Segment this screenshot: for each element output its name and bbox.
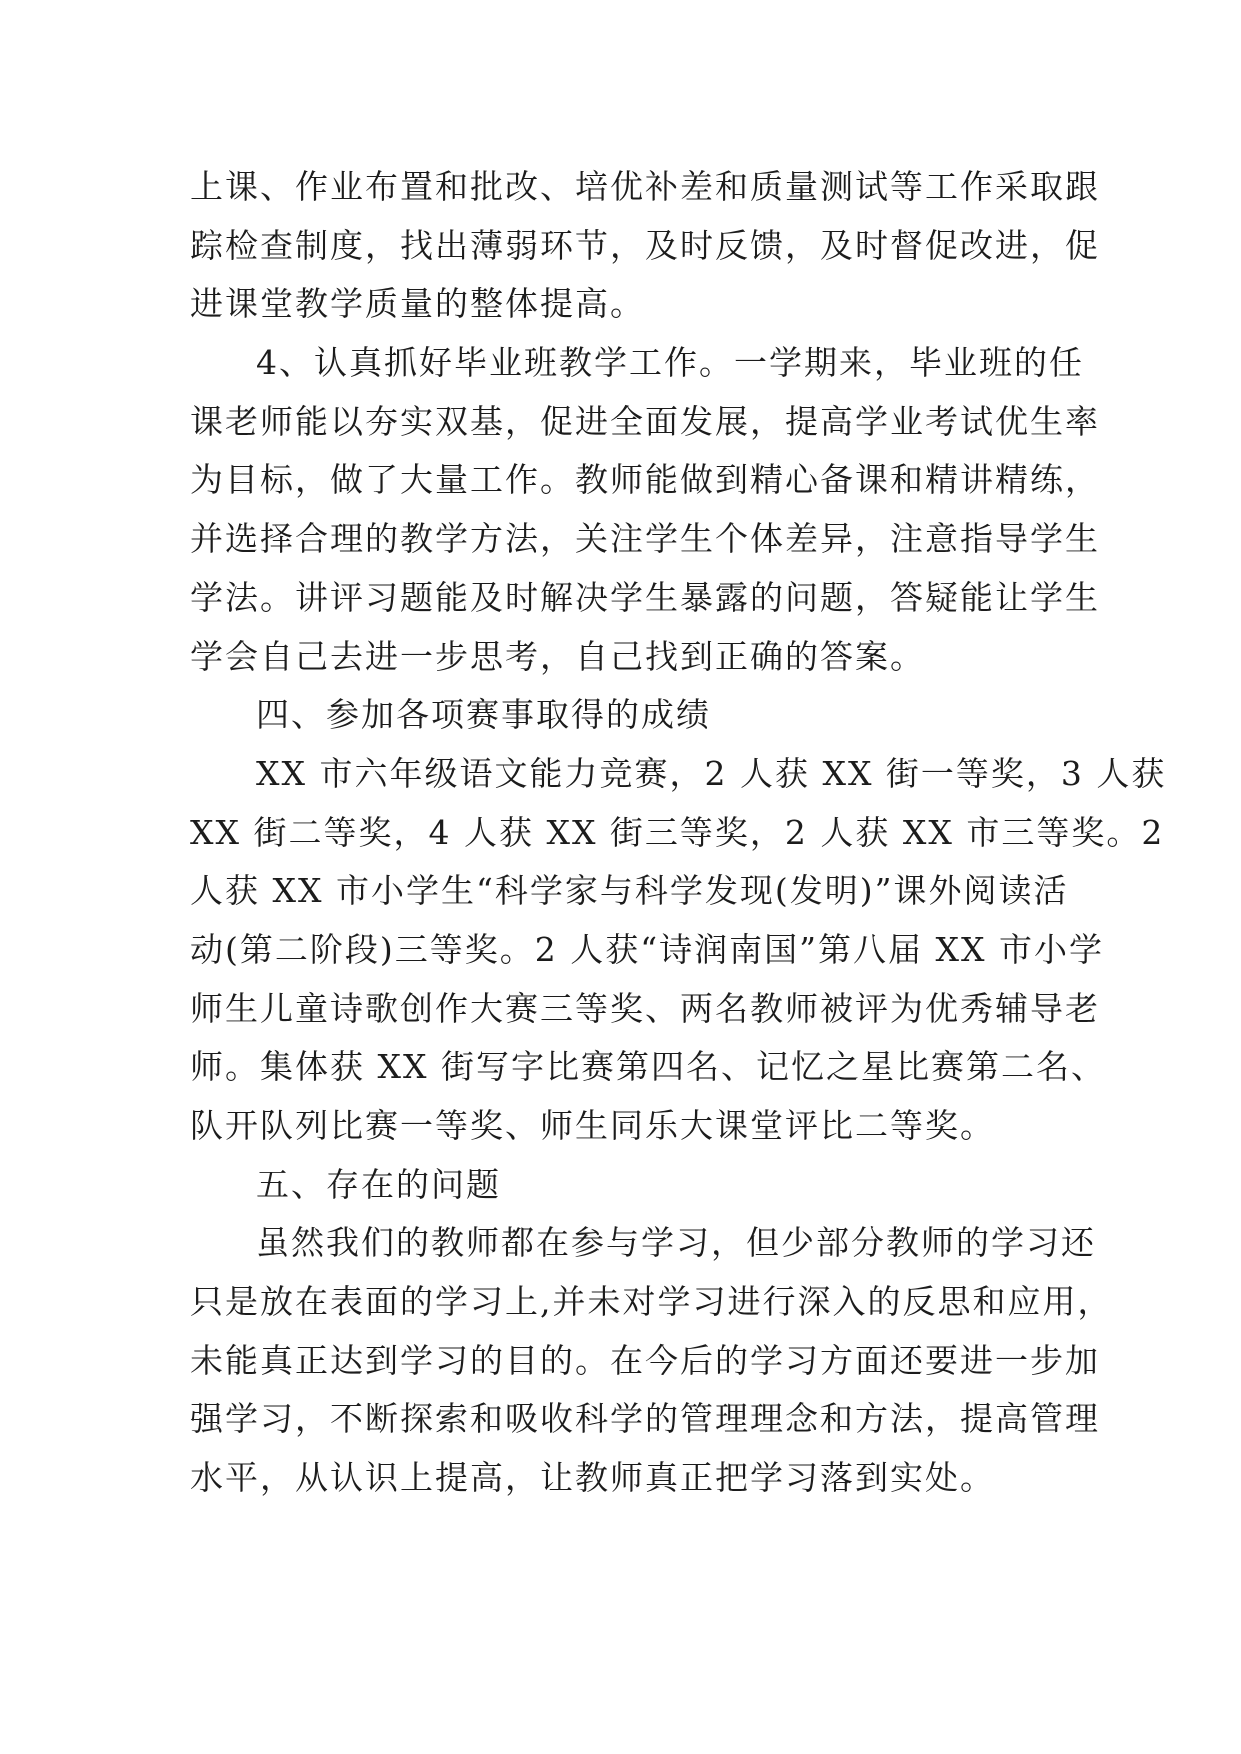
text-line: 踪检查制度，找出薄弱环节，及时反馈，及时督促改进，促 [190, 225, 1100, 265]
text-line: 4、认真抓好毕业班教学工作。一学期来，毕业班的任 [256, 343, 1084, 383]
text-line: 为目标，做了大量工作。教师能做到精心备课和精讲精练， [190, 460, 1100, 500]
text-line: 虽然我们的教师都在参与学习，但少部分教师的学习还 [256, 1223, 1096, 1263]
text-line: 并选择合理的教学方法，关注学生个体差异，注意指导学生 [190, 519, 1100, 559]
paragraph-competition-results [190, 745, 1167, 1156]
text-line: 上课、作业布置和批改、培优补差和质量测试等工作采取跟 [190, 167, 1100, 206]
text-line: 课老师能以夯实双基，促进全面发展，提高学业考试优生率 [190, 401, 1100, 441]
document-body [190, 158, 1167, 1508]
text-line: 只是放在表面的学习上,并未对学习进行深入的反思和应用， [190, 1282, 1113, 1322]
paragraph-graduating-class [190, 334, 1100, 686]
text-line: 队开队列比赛一等奖、师生同乐大课堂评比二等奖。 [190, 1106, 995, 1145]
text-line: XX 市六年级语文能力竞赛，2 人获 XX 街一等奖，3 人获 [256, 753, 1167, 793]
text-line: XX 街二等奖，4 人获 XX 街三等奖，2 人获 XX 市三等奖。2 [190, 812, 1165, 852]
text-line: 师生儿童诗歌创作大赛三等奖、两名教师被评为优秀辅导老 [190, 988, 1100, 1028]
text-line: 人获 XX 市小学生“科学家与科学发现(发明)”课外阅读活 [190, 871, 1069, 911]
text-line: 水平，从认识上提高，让教师真正把学习落到实处。 [190, 1458, 995, 1498]
paragraph-problems [190, 1214, 1113, 1507]
paragraph-teaching-quality [190, 158, 1100, 334]
text-line: 学法。讲评习题能及时解决学生暴露的问题，答疑能让学生 [190, 577, 1100, 617]
section-heading-achievements: 四、参加各项赛事取得的成绩 [256, 695, 711, 735]
text-line: 师。集体获 XX 街写字比赛第四名、记忆之星比赛第二名、 [190, 1047, 1106, 1087]
text-line: 强学习，不断探索和吸收科学的管理理念和方法，提高管理 [190, 1399, 1100, 1439]
text-line: 进课堂教学质量的整体提高。 [190, 284, 645, 324]
text-line: 学会自己去进一步思考，自己找到正确的答案。 [190, 636, 925, 676]
section-heading-problems: 五、存在的问题 [256, 1164, 501, 1204]
text-line: 未能真正达到学习的目的。在今后的学习方面还要进一步加 [190, 1340, 1100, 1380]
text-line: 动(第二阶段)三等奖。2 人获“诗润南国”第八届 XX 市小学 [190, 929, 1104, 969]
